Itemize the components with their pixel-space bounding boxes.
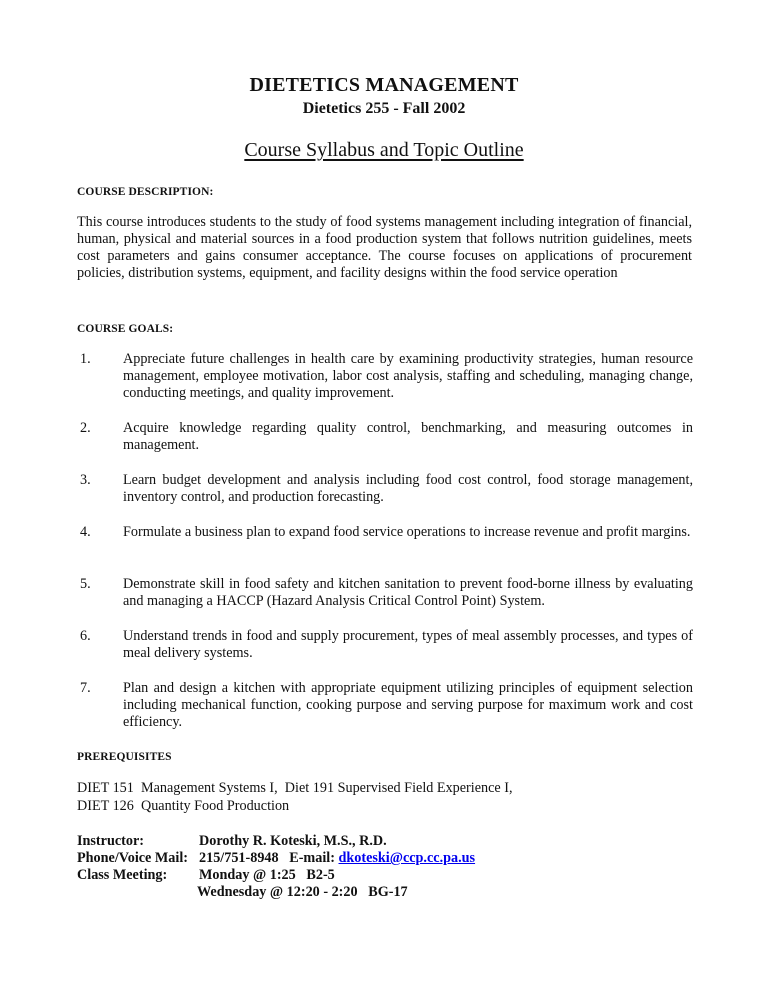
prerequisites-label: PREREQUISITES — [77, 751, 172, 763]
goal-text: Formulate a business plan to expand food service operations to increase revenue and profit margins. — [123, 524, 691, 540]
goal-text: Understand trends in food and supply procurement, types of meal assembly processes, and types of meal delivery systems. — [123, 628, 693, 661]
phone-email-value — [199, 850, 475, 867]
class-meeting-label: Class Meeting: — [77, 867, 168, 883]
course-goals-label: COURSE GOALS: — [77, 323, 174, 335]
goal-number: 2. — [80, 420, 91, 436]
phone-number: 215/751-8948 E-mail: — [199, 850, 339, 866]
class-meeting-monday: Monday @ 1:25 B2-5 — [199, 867, 335, 883]
goal-number: 3. — [80, 472, 91, 488]
class-meeting-wednesday: Wednesday @ 12:20 - 2:20 BG-17 — [197, 884, 408, 900]
goal-number: 6. — [80, 628, 91, 644]
course-description-label: COURSE DESCRIPTION: — [77, 186, 214, 198]
goal-number: 5. — [80, 576, 91, 592]
goal-text: Demonstrate skill in food safety and kitchen sanitation to prevent food-borne illness by evaluating and managing a HACCP (Hazard Analysis Critical Control Point) System. — [123, 576, 693, 609]
instructor-label: Instructor: — [77, 833, 144, 849]
goal-number: 7. — [80, 680, 91, 696]
document-subtitle: Dietetics 255 - Fall 2002 — [302, 100, 466, 117]
prerequisite-line-2: DIET 126 Quantity Food Production — [77, 798, 290, 814]
goal-text: Plan and design a kitchen with appropriate equipment utilizing principles of equipment selection including mechanical function, cooking purpose and serving purpose for maximum work and cost efficiency. — [123, 680, 693, 730]
goal-number: 1. — [80, 351, 91, 367]
instructor-name: Dorothy R. Koteski, M.S., R.D. — [199, 833, 387, 849]
goal-text: Appreciate future challenges in health care by examining productivity strategies, human resource management, employee motivation, labor cost analysis, staffing and scheduling, managing change, conducting meetings, and quality improvement. — [123, 351, 693, 401]
goal-text: Acquire knowledge regarding quality control, benchmarking, and measuring outcomes in management. — [123, 420, 693, 453]
goal-number: 4. — [80, 524, 91, 540]
goal-text: Learn budget development and analysis including food cost control, food storage management, inventory control, and production forecasting. — [123, 472, 693, 505]
phone-label: Phone/Voice Mail: — [77, 850, 188, 866]
syllabus-heading: Course Syllabus and Topic Outline — [244, 139, 524, 161]
prerequisite-line-1: DIET 151 Management Systems I, Diet 191 Supervised Field Experience I, — [77, 780, 513, 796]
course-description-text: This course introduces students to the study of food systems management including integration of financial, human, physical and material sources in a food production system that follows nutrition guidelines, meets cost parameters and gains consumer acceptance. The course focuses on applications of procurement policies, distribution systems, equipment, and facility designs within the food service operation — [77, 214, 692, 281]
document-title: DIETETICS MANAGEMENT — [249, 74, 519, 96]
email-link[interactable]: dkoteski@ccp.cc.pa.us — [338, 850, 476, 866]
